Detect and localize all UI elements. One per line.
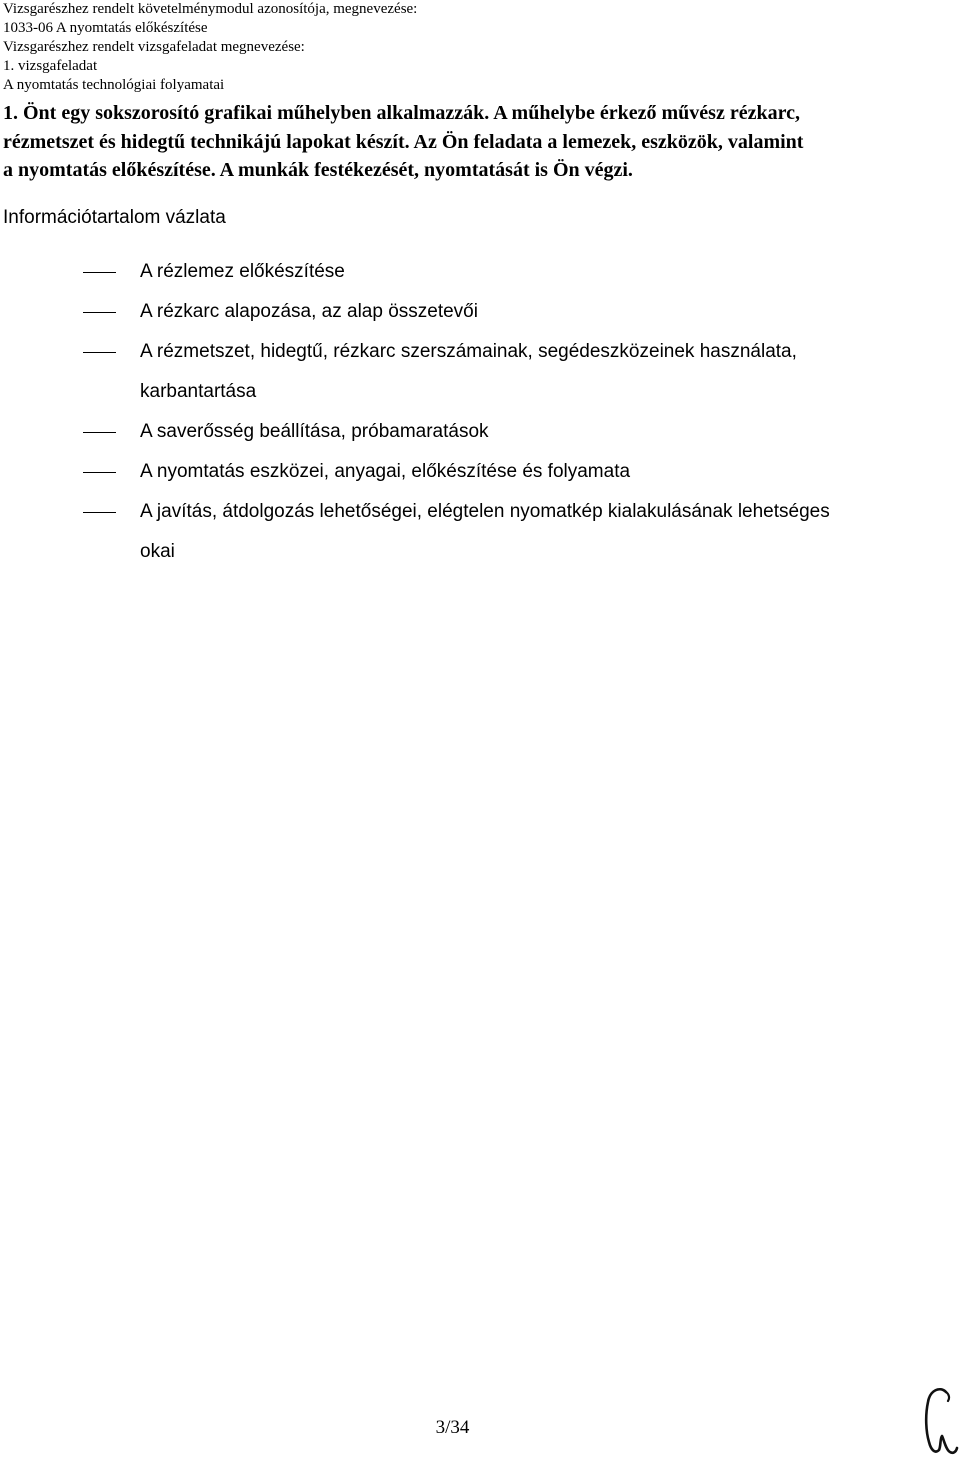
handwritten-initials-icon	[920, 1384, 960, 1460]
outline-item-text: A javítás, átdolgozás lehetőségei, elégtelen nyomatkép kialakulásának lehetséges	[140, 501, 830, 522]
header-line-task-number: 1. vizsgafeladat	[3, 58, 98, 74]
outline-item-text: A saverősség beállítása, próbamaratások	[140, 421, 489, 442]
outline-item-text: A nyomtatás eszközei, anyagai, előkészítése és folyamata	[140, 461, 631, 482]
page-number: 3/34	[435, 1417, 470, 1438]
header-line-task-name: A nyomtatás technológiai folyamatai	[3, 77, 225, 93]
header-line-task-label: Vizsgarészhez rendelt vizsgafeladat megnevezése:	[3, 39, 305, 55]
info-outline-list	[0, 257, 960, 577]
outline-item-text-continued: okai	[140, 541, 175, 562]
outline-item	[0, 417, 900, 457]
dash-bullet-icon	[83, 272, 116, 273]
header-line-module-name: 1033-06 A nyomtatás előkészítése	[3, 20, 208, 36]
outline-item-text-continued: karbantartása	[140, 381, 257, 402]
dash-bullet-icon	[83, 512, 116, 513]
outline-item-text: A rézlemez előkészítése	[140, 261, 345, 282]
task-description	[3, 99, 943, 185]
outline-item	[0, 297, 900, 337]
task-description-line: rézmetszet és hidegtű technikájú lapokat készít. Az Ön feladata a lemezek, eszközök, valamint	[3, 130, 804, 153]
outline-item	[0, 257, 900, 297]
task-description-line: 1. Önt egy sokszorosító grafikai műhelyben alkalmazzák. A műhelybe érkező művész rézkarc,	[3, 102, 800, 124]
dash-bullet-icon	[83, 312, 116, 313]
dash-bullet-icon	[83, 352, 116, 353]
task-description-line: a nyomtatás előkészítése. A munkák festékezését, nyomtatását is Ön végzi.	[3, 159, 633, 182]
outline-item	[0, 337, 900, 417]
outline-item-text: A rézmetszet, hidegtű, rézkarc szerszámainak, segédeszközeinek használata,	[140, 341, 797, 362]
dash-bullet-icon	[83, 472, 116, 473]
document-header	[3, 0, 943, 95]
outline-item	[0, 497, 900, 577]
info-outline-title: Információtartalom vázlata	[3, 207, 226, 228]
header-line-module-label: Vizsgarészhez rendelt követelménymodul azonosítója, megnevezése:	[3, 1, 418, 17]
dash-bullet-icon	[83, 432, 116, 433]
outline-item	[0, 457, 900, 497]
outline-item-text: A rézkarc alapozása, az alap összetevői	[140, 301, 478, 322]
